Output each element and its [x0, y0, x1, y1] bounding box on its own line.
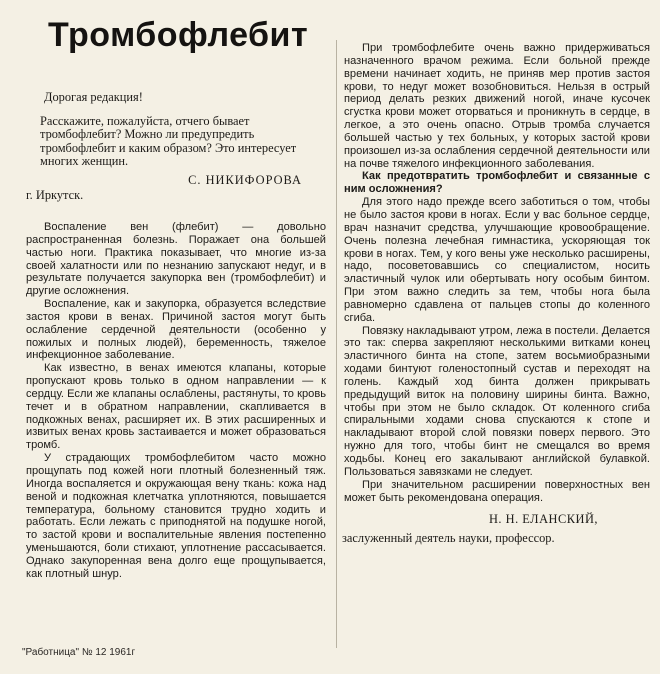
paragraph: Воспаление вен (флебит) — довольно распространенная болезнь. Поражает она большей частью ноги. Практика показывает, что многие из-за своей халатности или по незнанию запускают недуг, и в результате получается закупорка вен (тромбофлебит) и другие осложнения. [26, 220, 326, 298]
paragraph: При значительном расширении поверхностных вен может быть рекомендована операция. [344, 478, 650, 504]
left-body [6, 221, 332, 581]
left-column [6, 0, 332, 581]
column-divider [336, 40, 337, 648]
paragraph: Как известно, в венах имеются клапаны, которые пропускают кровь только в одном направлении — к сердцу. Если же клапаны ослаблены, растянуты, то кровь течет и в обратном направлении, скапливается в подкожных венах, расширяет их. В этих расширенных и извитых венах кровь застаивается и может образоваться тромб. [26, 362, 326, 452]
source-caption: "Работница" № 12 1961г [22, 647, 136, 658]
paragraph: Повязку накладывают утром, лежа в постели. Делается это так: сперва закрепляют несколькими витками конец эластичного бинта на стопе, затем восьмиобразными ходами бинтуют голеностопный сустав и переходят на голень. Каждый ход бинта должен прикрывать предыдущий виток на половину ширины бинта. Важно, чтобы при этом не было складок. От коленного сгиба спиральными ходами снова спускаются к стопе и накладывают второй слой повязки поверх первого. Это нужно для того, чтобы бинт не смещался во время ходьбы. Конец его закалывают английской булавкой. Пользоваться завязками не следует. [344, 324, 650, 478]
author-title: заслуженный деятель науки, профессор. [342, 531, 555, 546]
author-name: Н. Н. ЕЛАНСКИЙ, [488, 512, 598, 527]
question-heading: Как предотвратить тромбофлебит и связанные с ним осложнения? [344, 170, 650, 196]
paragraph: Для этого надо прежде всего заботиться о том, чтобы не было застоя крови в ногах. Если у вас больное сердце, врач назначит средства, улучшающие кровообращение. Очень полезна лечебная гимнастика, ускоряющая ток крови в ногах. Тем, у кого вены уже несколько расширены, надо, посоветовавшись со специалистом, носить эластичный чулок или обертывать ногу особым бинтом. При этом важно следить за тем, чтобы нога была равномерно сдавлена от пальцев стопы до коленного сгиба. [344, 196, 650, 324]
right-column [340, 0, 654, 546]
letter-signature: С. НИКИФОРОВА [188, 172, 302, 187]
letter-text: Расскажите, пожалуйста, отчего бывает тромбофлебит? Можно ли предупредить тромбофлебит и каким образом? Это интересует многих женщин. [40, 113, 297, 169]
paragraph: Воспаление, как и закупорка, образуется вследствие застоя крови в венах. Причиной застоя могут быть ослабление сердечной деятельности (особенно у пожилых и полных людей), беременность, тяжелое инфекционное заболевание. [26, 298, 326, 362]
letter-city: г. Иркутск. [26, 187, 84, 202]
letter-greeting: Дорогая редакция! [44, 90, 143, 104]
article-title: Тромбофлебит [48, 16, 309, 54]
paragraph: При тромбофлебите очень важно придерживаться назначенного врачом режима. Если больной прежде времени начинает ходить, не приняв мер против застоя крови, то недуг может возобновиться. Нельзя в острый период делать резких движений ногой, иначе кусочек сгустка крови может оторваться и проникнуть в сердце, в легкое, а это очень опасно. Отрыв тромба случается большей частью у тех больных, у которых застой крови произошел из-за ослабления сердечной деятельности или на почве тяжелого инфекционного заболевания. [344, 42, 650, 170]
right-body [340, 42, 654, 504]
paragraph: У страдающих тромбофлебитом часто можно прощупать под кожей ноги плотный болезненный тяж. Иногда воспаляется и окружающая вену ткань: кожа над веной и подкожная клетчатка уплотняются, повышается температура, больному становится трудно ходить и работать. Если лежать с приподнятой на подушке ногой, то застой крови и воспалительные явления постепенно уменьшаются, боли стихают, уплотнение рассасывается. Однако закупоренная вена долго еще прощупывается, как плотный шнур. [26, 452, 326, 580]
